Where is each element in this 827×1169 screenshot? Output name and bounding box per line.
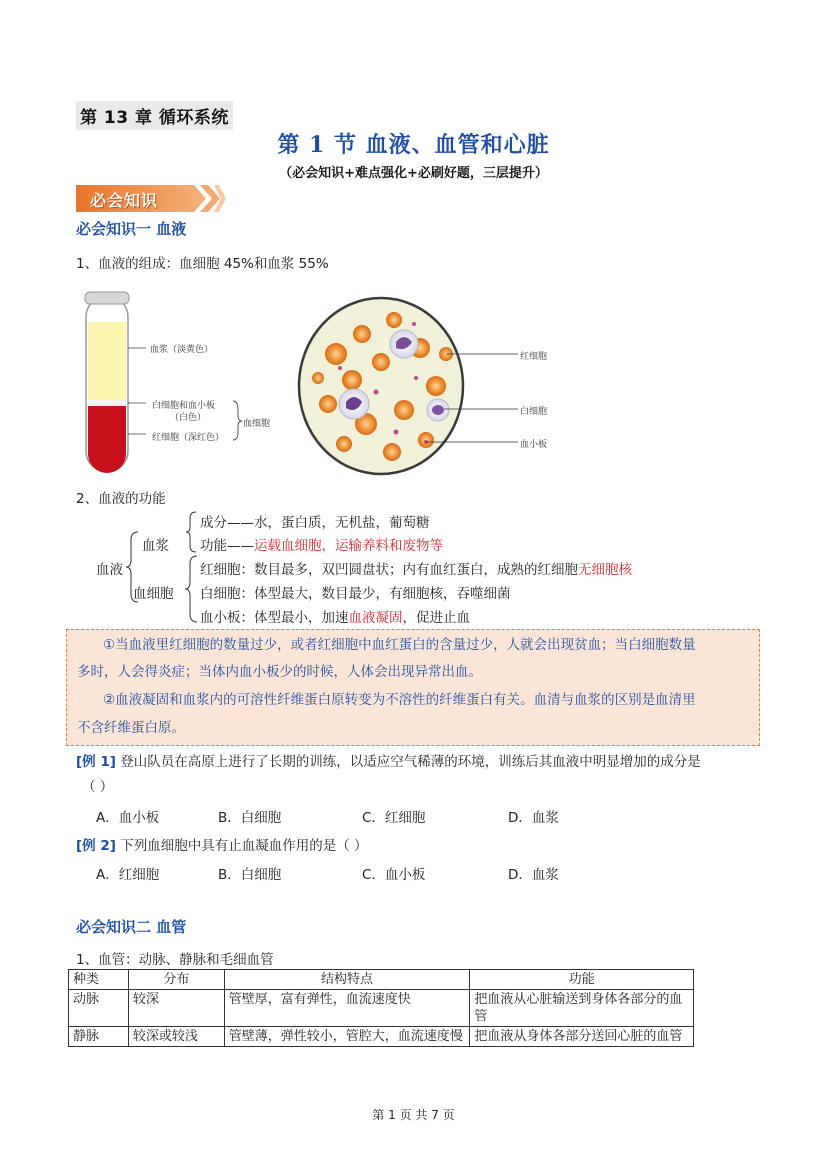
label-wbc-platelet: 白细胞和血小板 [152,401,216,411]
plasma-composition: 成分——水，蛋白质，无机盐，葡萄糖 [200,515,430,531]
brace-plasma [184,510,198,554]
label-blood-cells: 血细胞 [243,419,271,429]
brace-cells [183,554,199,624]
label-white: （白色） [170,413,207,423]
example1-option-d: D．血浆 [508,810,559,826]
label-rbc: 红细胞（深红色） [152,433,225,443]
vessels-table [68,969,694,1047]
page-subtitle: （必会知识+难点强化+必刷好题，三层提升） [279,166,548,181]
table-header-row [69,970,694,990]
table-row [69,1027,694,1047]
table-cell: 静脉 [69,1027,129,1047]
notes-box [66,629,760,746]
rbc-desc: 红细胞：数目最多，双凹圆盘状；内有血红蛋白，成熟的红细胞无细胞核 [200,562,632,578]
example2-option-a: A．红细胞 [96,867,160,883]
example2-option-c: C．血小板 [362,867,426,883]
test-tube-figure [80,288,260,478]
example1-question: [例 1] 登山队员在高原上进行了长期的训练，以适应空气稀薄的环境，训练后其血液中明显增加的成分是 [76,754,701,770]
tree-plasma: 血浆 [142,538,169,554]
tree-cells: 血细胞 [133,586,174,602]
table-header: 种类 [69,970,129,990]
table-cell: 把血液从身体各部分送回心脏的血管 [470,1027,694,1047]
vessels-intro: 1、血管：动脉、静脉和毛细血管 [76,952,274,968]
note-line-4: 不含纤维蛋白原。 [77,720,185,736]
example2-option-d: D．血浆 [508,867,559,883]
example2-option-b: B．白细胞 [218,867,282,883]
label-micro-rbc: 红细胞 [520,352,548,362]
wbc-desc: 白细胞：体型最大，数目最少，有细胞核，吞噬细菌 [200,586,511,602]
section2-heading: 必会知识二 血管 [76,918,187,936]
note-line-3: ②血液凝固和血浆内的可溶性纤维蛋白原转变为不溶性的纤维蛋白有关。血清与血浆的区别是血清里 [103,692,696,708]
microscope-blood-figure [296,292,526,482]
example2-question: [例 2] 下列血细胞中具有止血凝血作用的是（ ） [76,838,368,854]
plasma-function: 功能——运载血细胞，运输养料和废物等 [200,538,443,554]
table-cell: 动脉 [69,990,129,1027]
platelet-desc: 血小板：体型最小，加速血液凝固，促进止血 [200,610,470,626]
table-header: 功能 [470,970,694,990]
label-plasma: 血浆（淡黄色） [150,345,214,355]
label-micro-wbc: 白细胞 [520,407,548,417]
section1-heading: 必会知识一 血液 [76,220,187,238]
page-title: 第 1 节 血液、血管和心脏 [277,132,550,158]
note-line-1: ①当血液里红细胞的数量过少，或者红细胞中血红蛋白的含量过少，人就会出现贫血；当白细胞数量 [103,637,696,653]
example1-paren: （ ） [82,779,114,795]
table-cell: 较深 [128,990,224,1027]
example1-option-a: A．血小板 [96,810,160,826]
table-header: 结构特点 [224,970,470,990]
table-header: 分布 [128,970,224,990]
table-cell: 管壁薄，弹性较小，管腔大，血流速度慢 [224,1027,470,1047]
table-row [69,990,694,1027]
banner-label: 必会知识 [90,191,159,210]
blood-composition: 1、血液的组成：血细胞 45%和血浆 55% [76,256,329,272]
example1-option-b: B．白细胞 [218,810,282,826]
section-banner [76,185,226,212]
table-cell: 管壁厚，富有弹性，血流速度快 [224,990,470,1027]
page-footer: 第 1 页 共 7 页 [372,1108,455,1122]
table-cell: 把血液从心脏输送到身体各部分的血管 [470,990,694,1027]
example1-option-c: C．红细胞 [362,810,426,826]
label-micro-platelet: 血小板 [520,440,548,450]
chapter-title: 第 13 章 循环系统 [76,101,233,130]
function-heading: 2、血液的功能 [76,491,166,507]
tree-blood: 血液 [96,562,123,578]
note-line-2: 多时，人会得炎症；当体内血小板少的时候，人体会出现异常出血。 [77,664,482,680]
table-cell: 较深或较浅 [128,1027,224,1047]
